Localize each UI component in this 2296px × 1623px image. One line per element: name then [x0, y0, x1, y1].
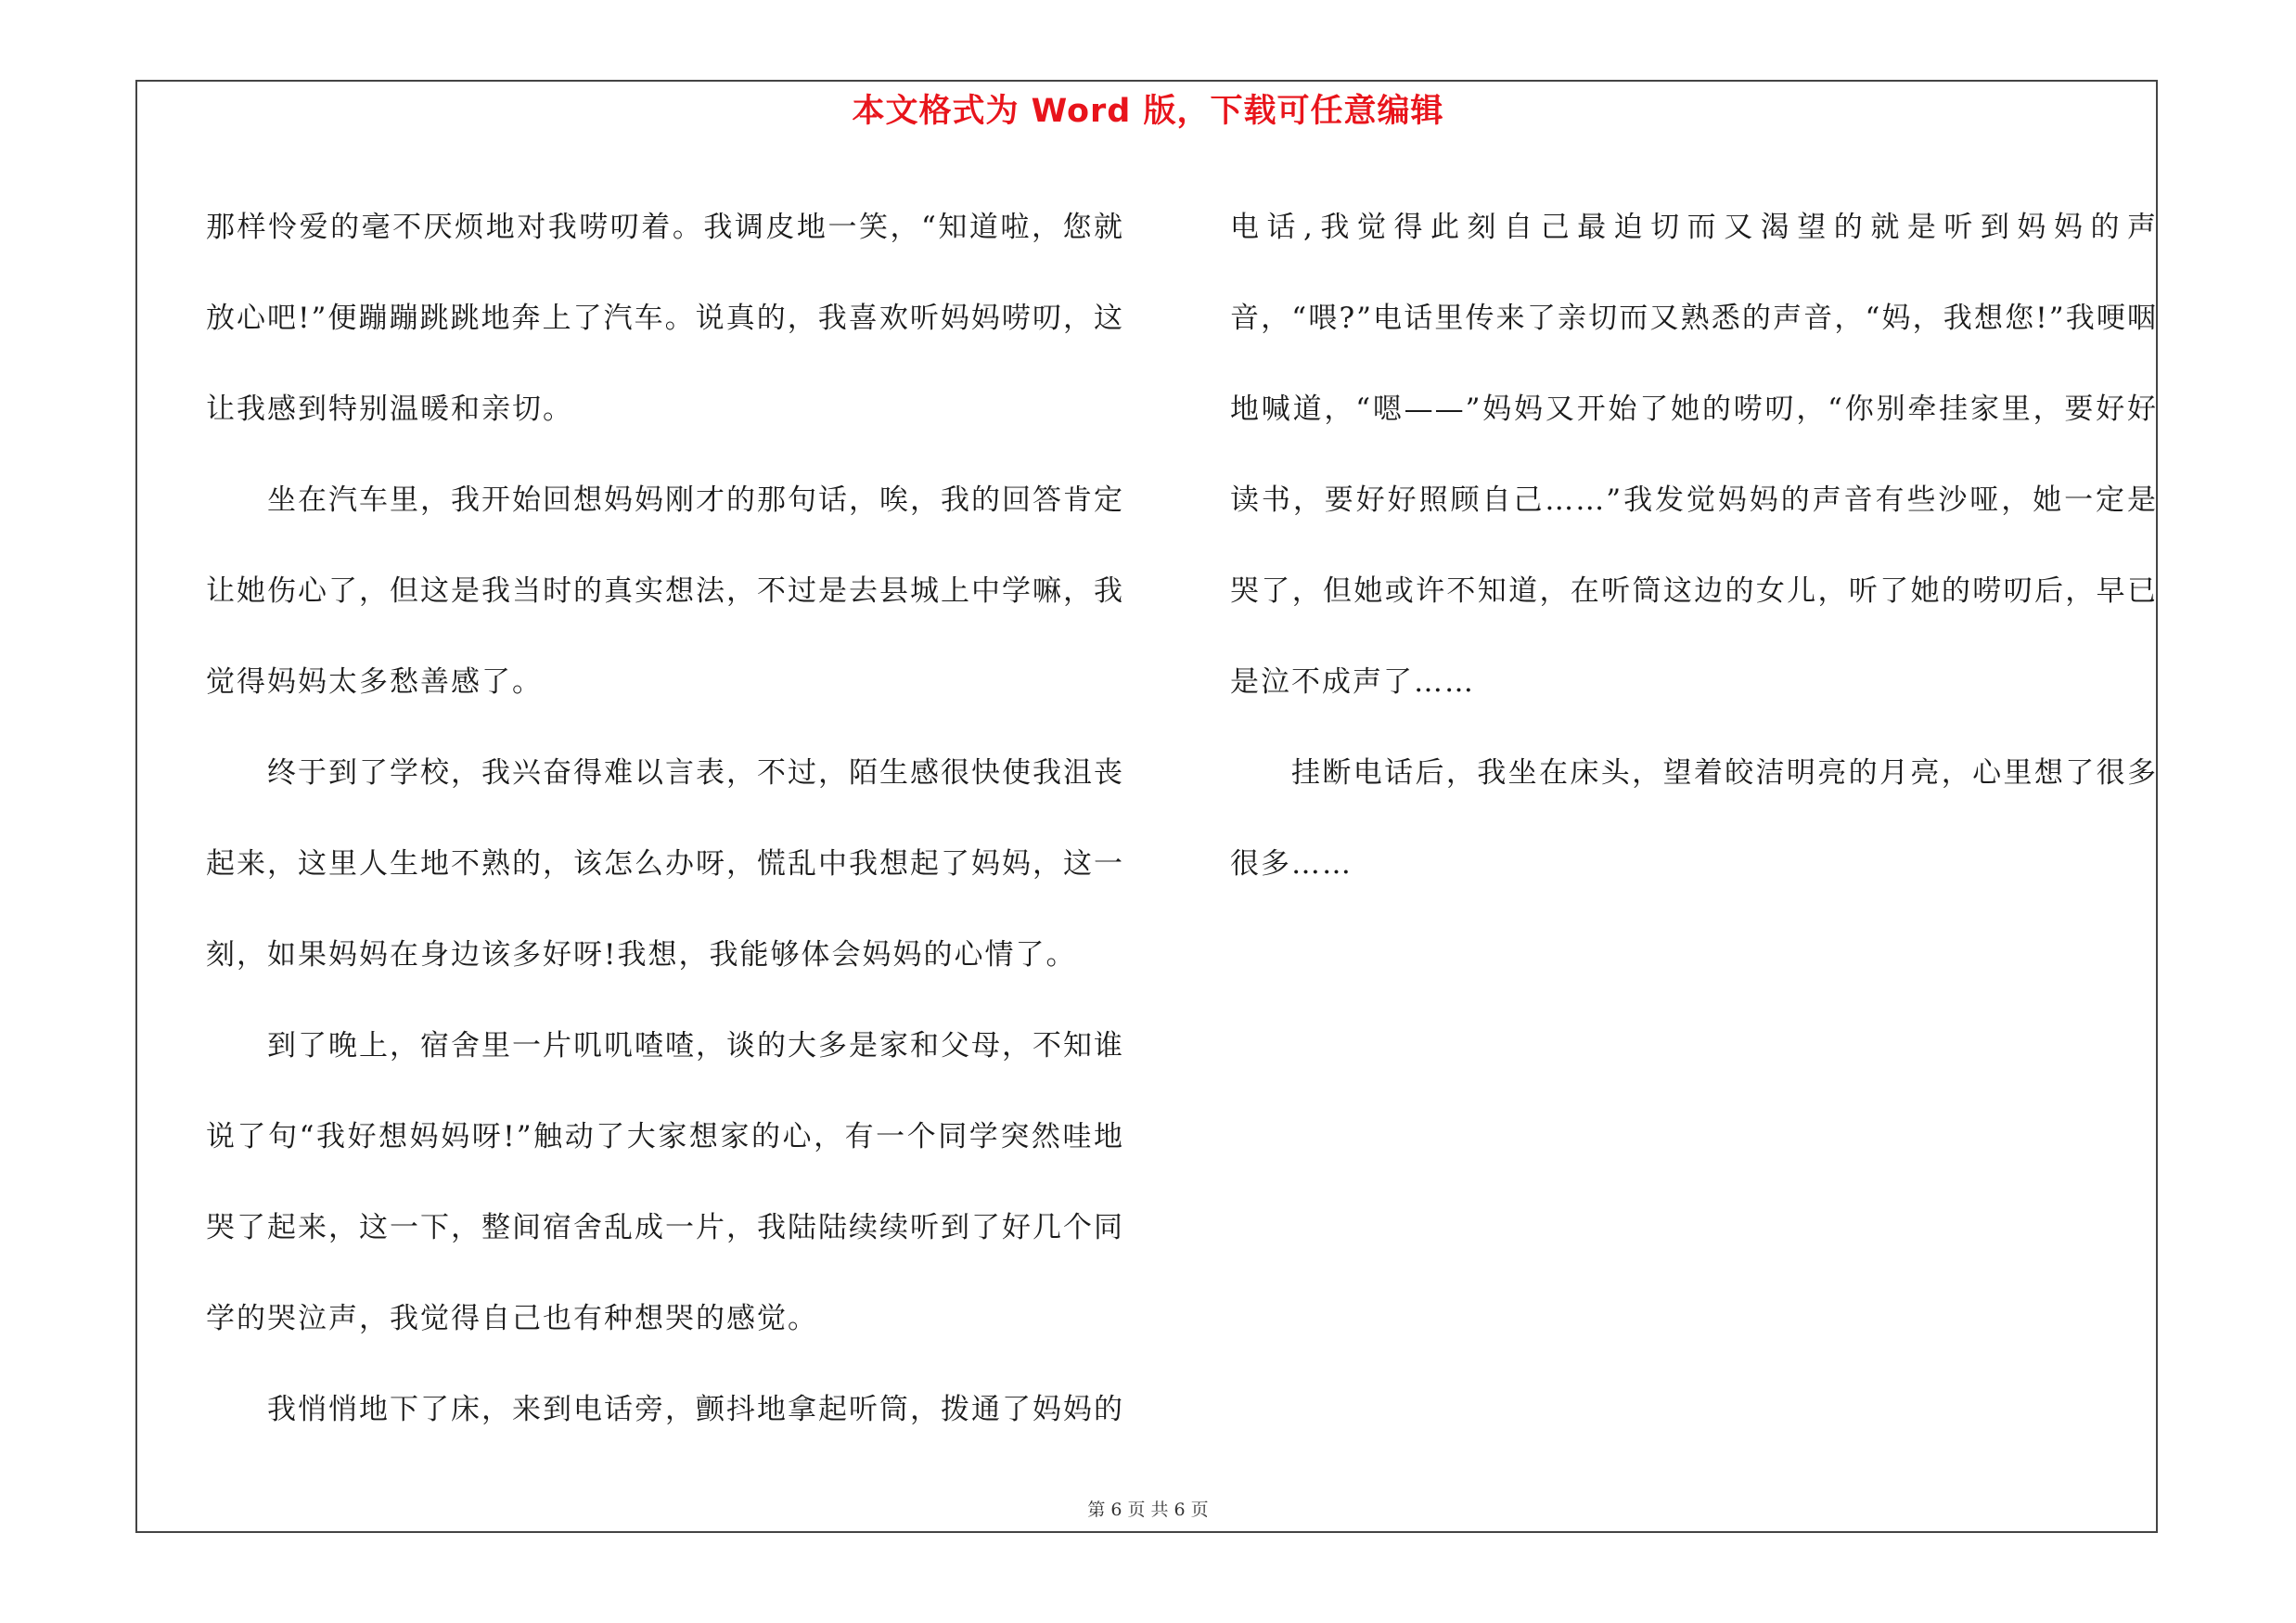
paragraph: 到了晚上，宿舍里一片叽叽喳喳，谈的大多是家和父母，不知谁说了句“我好想妈妈呀!”触动了大家想家的心，有一个同学突然哇地哭了起来，这一下，整间宿舍乱成一片，我陆陆续续听到了好几个同学的哭泣声，我觉得自己也有种想哭的感觉。: [206, 1029, 1124, 1335]
page-number-footer: 第 6 页 共 6 页: [1087, 1500, 1209, 1520]
paragraph: 坐在汽车里，我开始回想妈妈刚才的那句话，唉，我的回答肯定让她伤心了，但这是我当时的真实想法，不过是去县城上中学嘛，我觉得妈妈太多愁善感了。: [206, 483, 1124, 699]
right-text-column: [1230, 182, 2158, 909]
paragraph: 我悄悄地下了床，来到电话旁，颤抖地拿起听筒，拨通了妈妈的: [267, 1393, 1124, 1426]
paragraph: 那样怜爱的毫不厌烦地对我唠叨着。我调皮地一笑，“知道啦，您就放心吧!”便蹦蹦跳跳地奔上了汽车。说真的，我喜欢听妈妈唠叨，这让我感到特别温暖和亲切。: [206, 211, 1124, 426]
left-text-column: [206, 182, 1124, 1455]
paragraph: 终于到了学校，我兴奋得难以言表，不过，陌生感很快使我沮丧起来，这里人生地不熟的，该怎么办呀，慌乱中我想起了妈妈，这一刻，如果妈妈在身边该多好呀!我想，我能够体会妈妈的心情了。: [206, 756, 1124, 972]
paragraph: 挂断电话后，我坐在床头，望着皎洁明亮的月亮，心里想了很多很多……: [1230, 756, 2158, 881]
word-format-banner: 本文格式为 Word 版，下载可任意编辑: [852, 93, 1444, 130]
paragraph: 电话,我觉得此刻自己最迫切而又渴望的就是听到妈妈的声音，“喂?”电话里传来了亲切而又熟悉的声音，“妈，我想您!”我哽咽地喊道，“嗯——”妈妈又开始了她的唠叨，“你别牵挂家里，要好好读书，要好好照顾自己……”我发觉妈妈的声音有些沙哑，她一定是哭了，但她或许不知道，在听筒这边的女儿，听了她的唠叨后，早已是泣不成声了……: [1230, 211, 2158, 699]
